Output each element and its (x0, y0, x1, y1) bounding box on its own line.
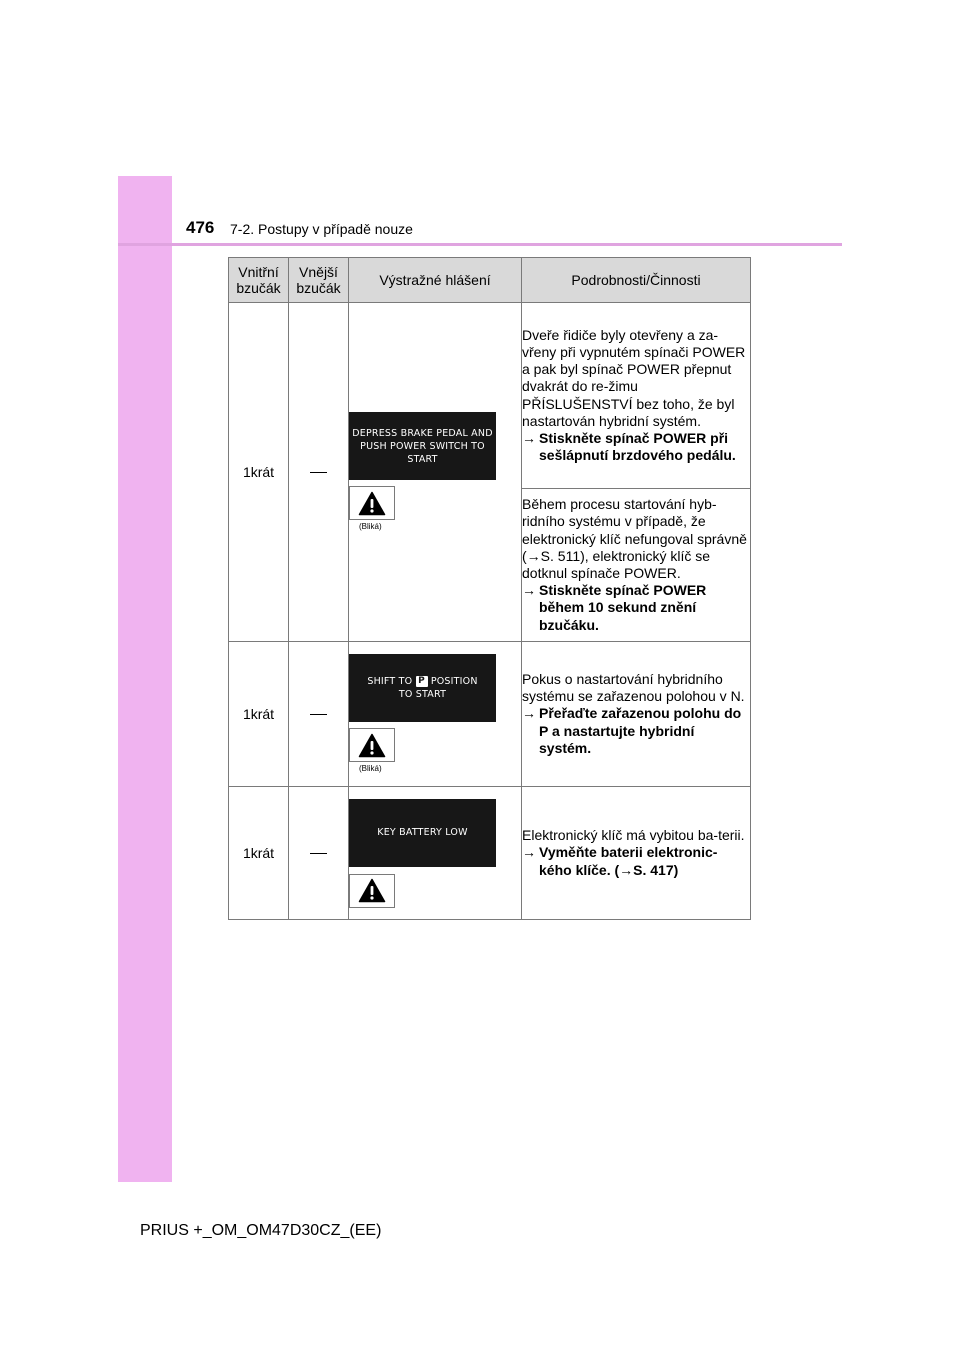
details-text: Elektronický klíč má vybitou ba-terii. (522, 827, 745, 844)
table-row (229, 642, 751, 787)
action-text: Stiskněte spínač POWER při sešlápnutí brzdového pedálu. (539, 429, 736, 464)
action-text: Vyměňte baterii elektronic-kého klíče. (→S. 417) (539, 844, 718, 878)
arrow-right-icon: → (522, 844, 536, 861)
display-text: POSITION (430, 676, 478, 687)
external-buzzer-cell (289, 303, 349, 642)
col-details: Podrobnosti/Činnosti (522, 258, 751, 303)
details-text: Během procesu startování hyb-ridního systému v případě, že elektronický klíč nefungoval správně (→S. 511), elektronický klíč se dotknul spínače POWER. (522, 496, 747, 581)
dash-mark (310, 853, 327, 854)
table-row (229, 303, 751, 489)
table-header-row (229, 258, 751, 303)
internal-buzzer-cell: 1krát (229, 642, 289, 787)
warning-triangle-icon (358, 491, 386, 516)
action-line (522, 430, 750, 464)
details-cell (522, 787, 751, 920)
col-internal-buzzer: Vnitřní bzučák (229, 258, 289, 303)
display-panel-key-battery: KEY BATTERY LOW (349, 799, 496, 867)
warning-box (349, 728, 395, 762)
details-cell (522, 489, 751, 642)
table-row (229, 787, 751, 920)
details-cell (522, 642, 751, 787)
page-number: 476 (186, 218, 215, 237)
internal-buzzer-cell: 1krát (229, 303, 289, 642)
side-color-band (118, 176, 172, 1182)
warning-display-cell (349, 303, 522, 642)
display-panel-shift-p (349, 654, 496, 722)
external-buzzer-cell (289, 787, 349, 920)
arrow-right-icon: → (522, 582, 536, 599)
action-text: Stiskněte spínač POWER během 10 sekund znění bzučáku. (539, 582, 707, 633)
external-buzzer-cell (289, 642, 349, 787)
warning-box (349, 486, 395, 520)
warning-display-cell (349, 787, 522, 920)
warning-triangle-icon (358, 878, 386, 903)
warning-box (349, 874, 395, 908)
arrow-right-icon: → (522, 705, 536, 722)
action-line (522, 844, 750, 878)
blinks-note: (Bliká) (359, 522, 382, 531)
display-text: TO START (398, 689, 447, 700)
details-cell (522, 303, 751, 489)
warning-triangle-icon (358, 733, 386, 758)
warning-display-cell (349, 642, 522, 787)
arrow-right-icon: → (522, 429, 536, 446)
dash-mark (310, 714, 327, 715)
action-line (522, 582, 750, 634)
details-text: Dveře řidiče byly otevřeny a za-vřeny při vypnutém spínači POWER a pak byl spínač POWER přepnut dvakrát do re-žimu PŘÍSLUŠENSTVÍ bez toho, že byl nastartován hybridní systém. (522, 326, 746, 429)
details-text: Pokus o nastartování hybridního systému se zařazenou polohou v N. (522, 670, 745, 705)
display-text: SHIFT TO (367, 676, 413, 687)
action-text: Přeřaďte zařazenou polohu do P a nastartujte hybridní systém. (539, 705, 742, 756)
col-warning-message: Výstražné hlášení (349, 258, 522, 303)
document-code: PRIUS +_OM_OM47D30CZ_(EE) (140, 1222, 382, 1239)
header-rule (118, 243, 842, 246)
warning-message-table (228, 257, 751, 920)
section-title: 7-2. Postupy v případě nouze (230, 221, 413, 237)
dash-mark (310, 472, 327, 473)
p-position-icon: P (416, 676, 428, 687)
blinks-note: (Bliká) (359, 764, 382, 773)
col-external-buzzer: Vnější bzučák (289, 258, 349, 303)
action-line (522, 705, 750, 757)
display-panel-brake-power: DEPRESS BRAKE PEDAL AND PUSH POWER SWITCH TO START (349, 412, 496, 480)
internal-buzzer-cell: 1krát (229, 787, 289, 920)
